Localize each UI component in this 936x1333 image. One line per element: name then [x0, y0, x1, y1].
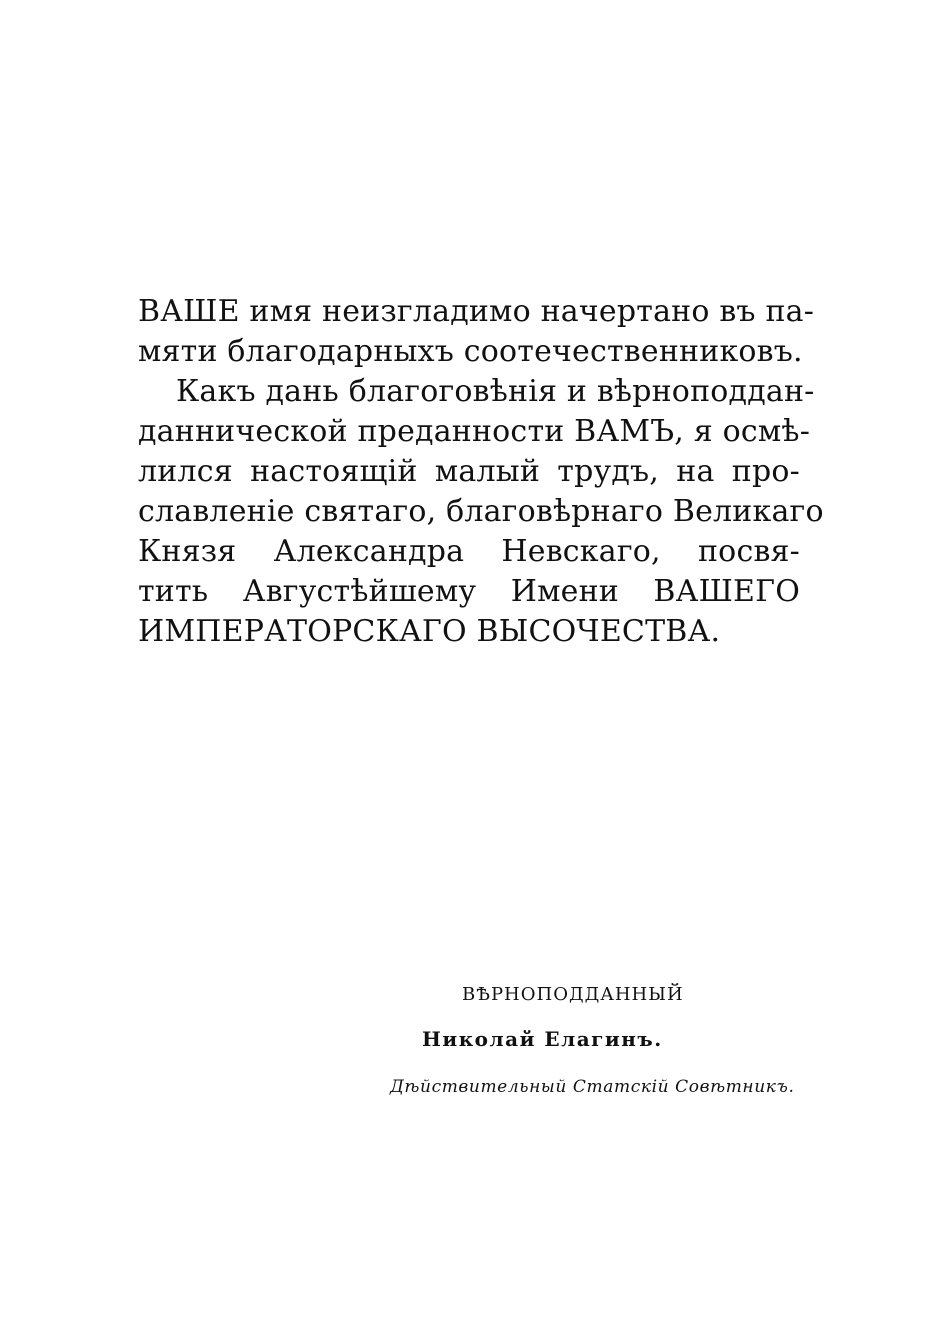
- dedication-line: тить Августѣйшему Имени ВАШЕГО: [138, 574, 800, 609]
- dedication-line: ИМПЕРАТОРСКАГО ВЫСОЧЕСТВА.: [138, 614, 721, 649]
- dedication-line: ВАШЕ имя неизгладимо начертано въ па-: [138, 294, 815, 329]
- signature-title: ВѢРНОПОДДАННЫЙ: [462, 984, 684, 1005]
- dedication-line: лился настоящій малый трудъ, на про-: [138, 454, 800, 489]
- dedication-line: славленіе святаго, благовѣрнаго Великаго: [138, 494, 824, 529]
- dedication-line: Какъ дань благоговѣнія и вѣрноподдан-: [176, 374, 815, 409]
- signature-rank: Дѣйствительный Статскій Совѣтникъ.: [390, 1077, 795, 1097]
- dedication-line: Князя Александра Невскаго, посвя-: [138, 534, 800, 569]
- dedication-line: даннической преданности ВАМЪ, я осмѣ-: [138, 414, 811, 449]
- dedication-text: [138, 292, 824, 652]
- dedication-line: мяти благодарныхъ соотечественниковъ.: [138, 334, 803, 369]
- signature-name: Николай Елагинъ.: [422, 1027, 663, 1051]
